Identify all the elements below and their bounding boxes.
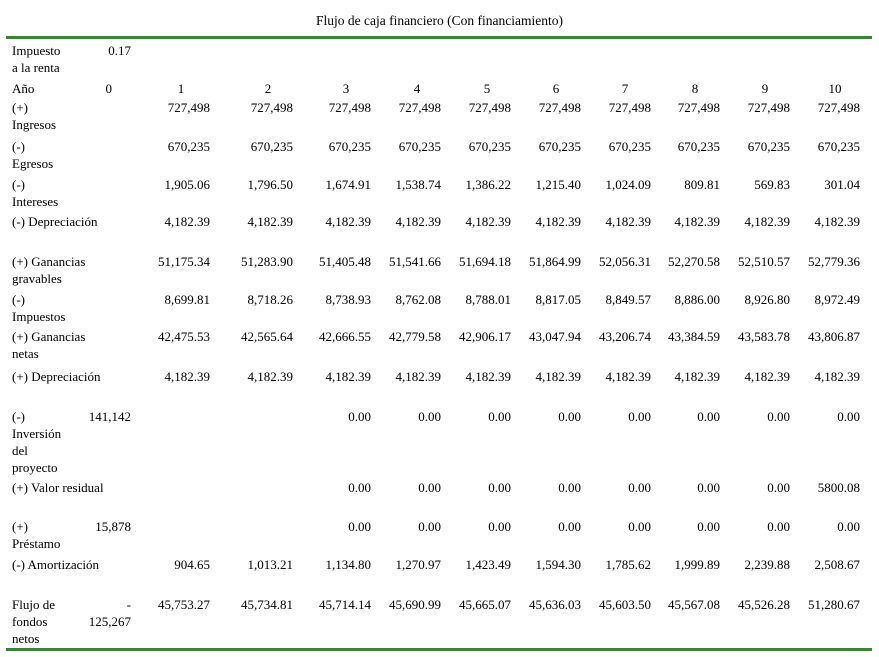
row-label-amortizacion: (-) Amortización — [12, 557, 99, 572]
cell-amortizacion-year3: 1,134.80 — [325, 557, 371, 572]
cell-impuestos-year8: 8,886.00 — [674, 292, 720, 307]
row-label-intereses: Intereses — [12, 194, 59, 209]
row-label-ingresos: Ingresos — [12, 117, 57, 132]
cell-depreciacion-minus-year5: 4,182.39 — [465, 214, 511, 229]
cell-depreciacion-minus-year3: 4,182.39 — [325, 214, 371, 229]
cell-ingresos-year1: 727,498 — [167, 100, 210, 115]
row-label-egresos: Egresos — [12, 156, 54, 171]
row-label-inversion: (-) — [12, 409, 25, 424]
cell-depreciacion-minus-year8: 4,182.39 — [674, 214, 720, 229]
row-label-flujo-fondos-netos: netos — [12, 631, 40, 646]
cell-inversion-year10: 0.00 — [837, 409, 860, 424]
cell-prestamo-year9: 0.00 — [767, 519, 790, 534]
cell-intereses-year2: 1,796.50 — [247, 177, 293, 192]
row-label-depreciacion-plus: (+) Depreciación — [12, 369, 101, 384]
cell-amortizacion-year8: 1,999.89 — [674, 557, 720, 572]
row-label-inversion: Inversión — [12, 426, 62, 441]
year-6: 6 — [552, 81, 560, 96]
cell-depreciacion-plus-year3: 4,182.39 — [325, 369, 371, 384]
year-2: 2 — [264, 81, 272, 96]
cell-egresos-year6: 670,235 — [538, 139, 581, 154]
cell-intereses-year7: 1,024.09 — [605, 177, 651, 192]
cell-prestamo-year10: 0.00 — [837, 519, 860, 534]
cell-ganancias-netas-year6: 43,047.94 — [529, 329, 581, 344]
cell-egresos-year5: 670,235 — [468, 139, 511, 154]
cell-valor-residual-year8: 0.00 — [697, 480, 720, 495]
cell-ganancias-gravables-year3: 51,405.48 — [319, 254, 371, 269]
cell-intereses-year1: 1,905.06 — [164, 177, 210, 192]
cell-ganancias-netas-year1: 42,475.53 — [158, 329, 210, 344]
cell-ingresos-year7: 727,498 — [608, 100, 651, 115]
cell-egresos-year1: 670,235 — [167, 139, 210, 154]
cell-valor-residual-year6: 0.00 — [558, 480, 581, 495]
year-0: 0 — [105, 81, 112, 96]
cell-valor-residual-year5: 0.00 — [488, 480, 511, 495]
cell-prestamo-year6: 0.00 — [558, 519, 581, 534]
row-label-inversion: proyecto — [12, 460, 58, 475]
cell-egresos-year7: 670,235 — [608, 139, 651, 154]
cell-inversion-year5: 0.00 — [488, 409, 511, 424]
row-col0-inversion: 141,142 — [88, 409, 131, 424]
cell-valor-residual-year7: 0.00 — [628, 480, 651, 495]
year-1: 1 — [177, 81, 185, 96]
cell-amortizacion-year4: 1,270.97 — [395, 557, 441, 572]
cell-depreciacion-plus-year1: 4,182.39 — [164, 369, 210, 384]
cell-ganancias-netas-year10: 43,806.87 — [808, 329, 860, 344]
row-label-ganancias-gravables: gravables — [12, 271, 62, 286]
bottom-rule — [6, 648, 872, 651]
cell-valor-residual-year4: 0.00 — [418, 480, 441, 495]
cell-depreciacion-plus-year7: 4,182.39 — [605, 369, 651, 384]
cell-flujo-fondos-netos-year6: 45,636.03 — [529, 597, 581, 612]
row-label-impuestos: (-) — [12, 292, 25, 307]
cell-depreciacion-minus-year1: 4,182.39 — [164, 214, 210, 229]
page-title: Flujo de caja financiero (Con financiamiento) — [315, 13, 564, 28]
cell-ganancias-netas-year9: 43,583.78 — [738, 329, 790, 344]
cell-egresos-year8: 670,235 — [677, 139, 720, 154]
cell-flujo-fondos-netos-year7: 45,603.50 — [599, 597, 651, 612]
cell-depreciacion-minus-year6: 4,182.39 — [535, 214, 581, 229]
row-label-impuestos: Impuestos — [12, 309, 66, 324]
cell-depreciacion-plus-year9: 4,182.39 — [744, 369, 790, 384]
cell-depreciacion-minus-year2: 4,182.39 — [247, 214, 293, 229]
cell-depreciacion-plus-year6: 4,182.39 — [535, 369, 581, 384]
cell-ganancias-gravables-year7: 52,056.31 — [599, 254, 651, 269]
cell-intereses-year5: 1,386.22 — [465, 177, 511, 192]
cell-inversion-year4: 0.00 — [418, 409, 441, 424]
row-label-ganancias-gravables: (+) Ganancias — [12, 254, 86, 269]
cell-ingresos-year9: 727,498 — [747, 100, 790, 115]
cell-ingresos-year10: 727,498 — [817, 100, 860, 115]
row-col0-flujo-fondos-netos: 125,267 — [88, 614, 131, 629]
row-label-flujo-fondos-netos: fondos — [12, 614, 48, 629]
cell-flujo-fondos-netos-year4: 45,690.99 — [389, 597, 441, 612]
cell-ganancias-netas-year7: 43,206.74 — [599, 329, 651, 344]
cell-ingresos-year8: 727,498 — [677, 100, 720, 115]
tax-value: 0.17 — [108, 43, 131, 58]
row-label-inversion: del — [12, 443, 28, 458]
cell-depreciacion-minus-year10: 4,182.39 — [814, 214, 860, 229]
cell-impuestos-year10: 8,972.49 — [814, 292, 860, 307]
cell-ingresos-year3: 727,498 — [328, 100, 371, 115]
cell-ganancias-gravables-year4: 51,541.66 — [389, 254, 441, 269]
cell-amortizacion-year2: 1,013.21 — [247, 557, 293, 572]
cell-intereses-year3: 1,674.91 — [325, 177, 371, 192]
year-7: 7 — [621, 81, 629, 96]
cell-egresos-year2: 670,235 — [250, 139, 293, 154]
cell-depreciacion-plus-year10: 4,182.39 — [814, 369, 860, 384]
cell-ingresos-year5: 727,498 — [468, 100, 511, 115]
cell-ingresos-year4: 727,498 — [398, 100, 441, 115]
cell-intereses-year10: 301.04 — [824, 177, 860, 192]
cell-impuestos-year3: 8,738.93 — [325, 292, 371, 307]
top-rule — [6, 36, 872, 39]
cell-ganancias-gravables-year1: 51,175.34 — [158, 254, 210, 269]
row-label-valor-residual: (+) Valor residual — [12, 480, 104, 495]
cell-ganancias-netas-year4: 42,779.58 — [389, 329, 441, 344]
cell-impuestos-year1: 8,699.81 — [164, 292, 210, 307]
cell-impuestos-year7: 8,849.57 — [605, 292, 651, 307]
cell-ganancias-gravables-year2: 51,283.90 — [241, 254, 293, 269]
year-5: 5 — [483, 81, 491, 96]
cell-prestamo-year5: 0.00 — [488, 519, 511, 534]
cell-ganancias-gravables-year6: 51,864.99 — [529, 254, 581, 269]
row-label-ingresos: (+) — [12, 100, 28, 115]
cell-ganancias-netas-year5: 42,906.17 — [459, 329, 511, 344]
cell-egresos-year4: 670,235 — [398, 139, 441, 154]
tax-label: Impuesto — [12, 43, 61, 58]
cell-ingresos-year2: 727,498 — [250, 100, 293, 115]
cell-intereses-year6: 1,215.40 — [535, 177, 581, 192]
cell-depreciacion-plus-year8: 4,182.39 — [674, 369, 720, 384]
cell-egresos-year10: 670,235 — [817, 139, 860, 154]
year-10: 10 — [828, 81, 842, 96]
cell-flujo-fondos-netos-year2: 45,734.81 — [241, 597, 293, 612]
cell-flujo-fondos-netos-year1: 45,753.27 — [158, 597, 210, 612]
cell-impuestos-year2: 8,718.26 — [247, 292, 293, 307]
cell-egresos-year3: 670,235 — [328, 139, 371, 154]
cell-flujo-fondos-netos-year5: 45,665.07 — [459, 597, 511, 612]
cell-inversion-year6: 0.00 — [558, 409, 581, 424]
cell-amortizacion-year9: 2,239.88 — [744, 557, 790, 572]
cell-ganancias-gravables-year10: 52,779.36 — [808, 254, 860, 269]
row-label-prestamo: (+) — [12, 519, 28, 534]
cell-impuestos-year5: 8,788.01 — [465, 292, 511, 307]
cell-intereses-year4: 1,538.74 — [395, 177, 441, 192]
row-label-flujo-fondos-netos: Flujo de — [12, 597, 55, 612]
cell-intereses-year9: 569.83 — [754, 177, 790, 192]
cell-prestamo-year3: 0.00 — [348, 519, 371, 534]
row-label-prestamo: Préstamo — [12, 536, 61, 551]
cell-prestamo-year4: 0.00 — [418, 519, 441, 534]
cell-valor-residual-year3: 0.00 — [348, 480, 371, 495]
tax-label: a la renta — [12, 60, 60, 75]
cell-flujo-fondos-netos-year3: 45,714.14 — [319, 597, 371, 612]
year-9: 9 — [761, 81, 769, 96]
row-col0-flujo-fondos-netos: - — [126, 597, 131, 612]
row-label-intereses: (-) — [12, 177, 25, 192]
cell-ganancias-netas-year3: 42,666.55 — [319, 329, 371, 344]
cell-amortizacion-year5: 1,423.49 — [465, 557, 511, 572]
cell-flujo-fondos-netos-year8: 45,567.08 — [668, 597, 720, 612]
cell-intereses-year8: 809.81 — [684, 177, 720, 192]
cell-depreciacion-minus-year9: 4,182.39 — [744, 214, 790, 229]
cell-impuestos-year9: 8,926.80 — [744, 292, 790, 307]
cell-amortizacion-year1: 904.65 — [174, 557, 210, 572]
cell-amortizacion-year6: 1,594.30 — [535, 557, 581, 572]
row-label-depreciacion-minus: (-) Depreciación — [12, 214, 98, 229]
cell-depreciacion-minus-year4: 4,182.39 — [395, 214, 441, 229]
cell-inversion-year9: 0.00 — [767, 409, 790, 424]
cell-ingresos-year6: 727,498 — [538, 100, 581, 115]
cell-inversion-year7: 0.00 — [628, 409, 651, 424]
cell-prestamo-year7: 0.00 — [628, 519, 651, 534]
cell-impuestos-year4: 8,762.08 — [395, 292, 441, 307]
cell-amortizacion-year10: 2,508.67 — [814, 557, 860, 572]
cell-depreciacion-plus-year5: 4,182.39 — [465, 369, 511, 384]
year-8: 8 — [691, 81, 699, 96]
row-label-egresos: (-) — [12, 139, 25, 154]
cell-flujo-fondos-netos-year9: 45,526.28 — [738, 597, 790, 612]
cell-valor-residual-year9: 0.00 — [767, 480, 790, 495]
cell-inversion-year8: 0.00 — [697, 409, 720, 424]
cell-depreciacion-minus-year7: 4,182.39 — [605, 214, 651, 229]
cell-ganancias-netas-year8: 43,384.59 — [668, 329, 720, 344]
year-label: Año — [12, 81, 35, 96]
row-label-ganancias-netas: netas — [12, 346, 39, 361]
cell-ganancias-gravables-year8: 52,270.58 — [668, 254, 720, 269]
year-3: 3 — [342, 81, 350, 96]
row-col0-prestamo: 15,878 — [95, 519, 131, 534]
cell-prestamo-year8: 0.00 — [697, 519, 720, 534]
cell-depreciacion-plus-year2: 4,182.39 — [247, 369, 293, 384]
cell-inversion-year3: 0.00 — [348, 409, 371, 424]
cell-ganancias-gravables-year9: 52,510.57 — [738, 254, 790, 269]
year-4: 4 — [413, 81, 421, 96]
cell-flujo-fondos-netos-year10: 51,280.67 — [808, 597, 860, 612]
cell-egresos-year9: 670,235 — [747, 139, 790, 154]
cell-ganancias-gravables-year5: 51,694.18 — [459, 254, 511, 269]
cell-amortizacion-year7: 1,785.62 — [605, 557, 651, 572]
cell-valor-residual-year10: 5800.08 — [817, 480, 860, 495]
cell-depreciacion-plus-year4: 4,182.39 — [395, 369, 441, 384]
row-label-ganancias-netas: (+) Ganancias — [12, 329, 86, 344]
cell-impuestos-year6: 8,817.05 — [535, 292, 581, 307]
cell-ganancias-netas-year2: 42,565.64 — [241, 329, 293, 344]
